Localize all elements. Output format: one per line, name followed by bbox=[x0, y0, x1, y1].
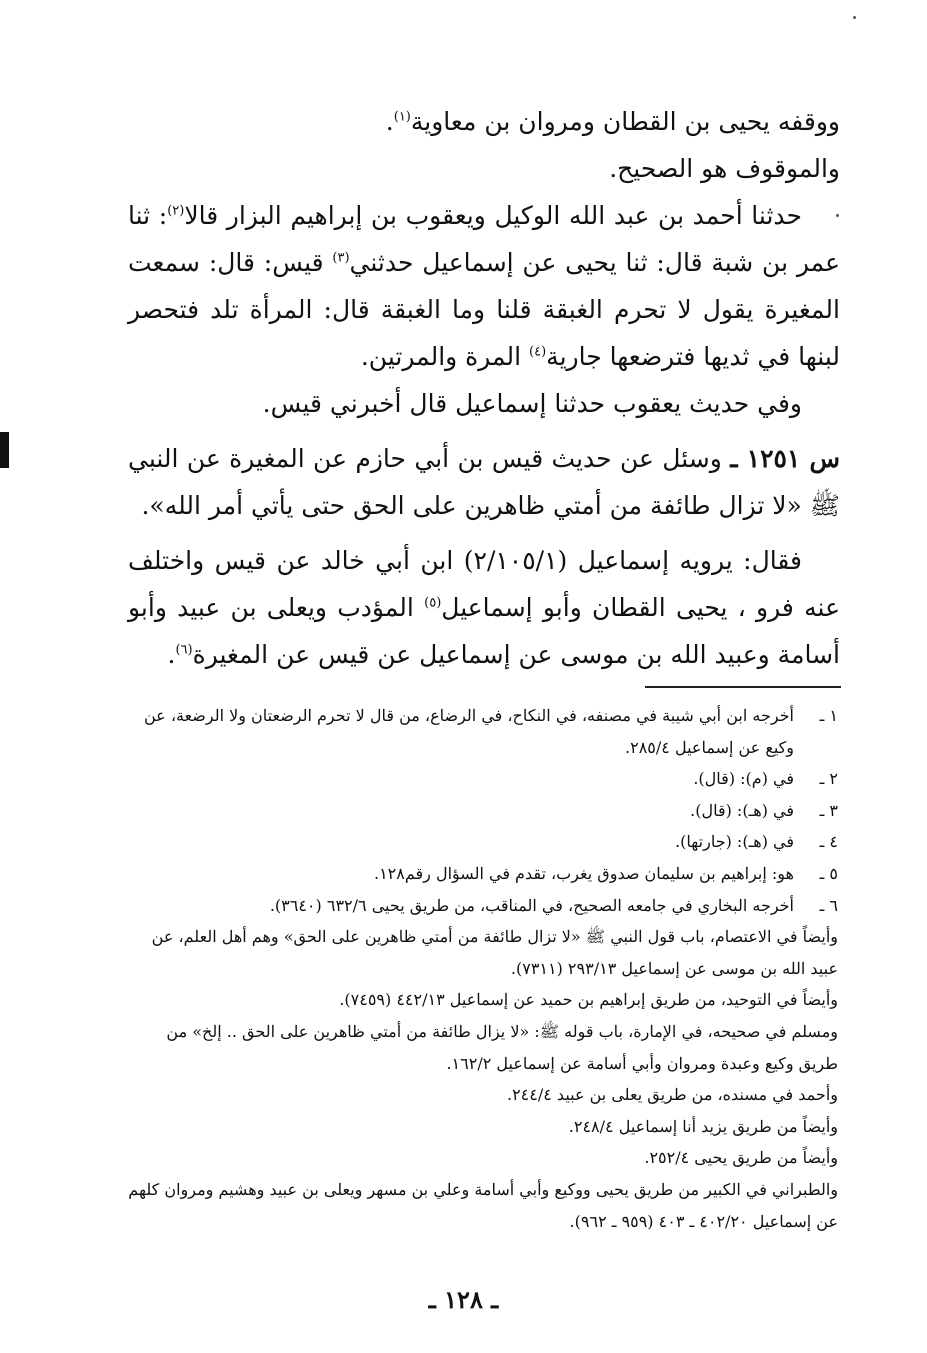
footnote-4 bbox=[128, 826, 838, 858]
p3-text-a: حدثنا أحمد بن عبد الله الوكيل ويعقوب بن إبراهيم البزار قالا bbox=[184, 201, 802, 230]
scan-speck bbox=[853, 16, 856, 19]
footnote-line: وأحمد في مسنده، من طريق يعلى بن عبيد ٢٤٤/٤. bbox=[506, 1085, 838, 1105]
footnote-ref-5: (٥) bbox=[424, 595, 442, 611]
page-edge-mark bbox=[0, 432, 9, 468]
footnote-number: ٤ ـ bbox=[819, 832, 838, 852]
p3-text-c: قيس: قال: سمعت المغيرة يقول لا تحرم الغبقة قلنا وما الغبقة قال: المرأة تلد فتحصر لبنها في ثديها فترضعها جارية bbox=[128, 248, 840, 371]
question-text: وسئل عن حديث قيس بن أبي حازم عن المغيرة عن النبي ﷺ «لا تزال طائفة من أمتي ظاهرين على الحق حتى يأتي أمر الله». bbox=[128, 444, 840, 520]
p4-text: وفي حديث يعقوب حدثنا إسماعيل قال أخبرني قيس. bbox=[262, 389, 802, 418]
answer-end: . bbox=[167, 640, 176, 669]
footnote-number: ٦ ـ bbox=[819, 895, 838, 915]
main-text bbox=[128, 98, 840, 678]
question-paragraph bbox=[128, 435, 840, 529]
p3-text-d: المرة والمرتين. bbox=[360, 342, 530, 371]
page-number: ـ ١٢٨ ـ bbox=[428, 1285, 499, 1314]
footnote-ref-2: (٢) bbox=[167, 203, 185, 219]
footnote-text: في (م): (قال). bbox=[693, 769, 794, 789]
paragraph-2 bbox=[128, 145, 840, 192]
footnote-ref-1: (١) bbox=[393, 109, 411, 125]
footnote-separator bbox=[645, 686, 841, 688]
paragraph-1 bbox=[128, 98, 840, 145]
footnote-ref-6: (٦) bbox=[175, 642, 193, 658]
question-number: س ١٢٥١ ـ bbox=[730, 444, 841, 473]
paragraph-3 bbox=[128, 192, 840, 380]
footnote-5 bbox=[128, 858, 838, 890]
footnote-text: أخرجه البخاري في جامعه الصحيح، في المناقب، من طريق يحيى ٦٣٢/٦ (٣٦٤٠). bbox=[269, 895, 794, 915]
p1-text: ووقفه يحيى بن القطان ومروان بن معاوية bbox=[410, 107, 840, 136]
answer-paragraph bbox=[128, 537, 840, 678]
footnote-number: ٥ ـ bbox=[819, 863, 838, 883]
paragraph-4 bbox=[128, 380, 840, 427]
footnote-text: في (هـ): (جارتها). bbox=[675, 832, 794, 852]
footnote-1 bbox=[128, 700, 838, 763]
footnote-text: هو: إبراهيم بن سليمان صدوق يغرب، تقدم في السؤال رقم١٢٨. bbox=[373, 863, 794, 883]
footnote-6 bbox=[128, 890, 838, 922]
footnote-number: ٣ ـ bbox=[819, 800, 838, 820]
footnote-number: ٢ ـ bbox=[819, 769, 838, 789]
p2-text: والموقوف هو الصحيح. bbox=[609, 154, 840, 183]
answer-text-b: المؤدب ويعلى بن عبيد وأبو أسامة وعبيد الله بن موسى عن إسماعيل عن قيس عن المغيرة bbox=[128, 593, 840, 669]
footnote-line: وأيضاً من طريق يحيى ٢٥٢/٤. bbox=[644, 1148, 838, 1168]
footnote-line: وأيضاً في التوحيد، من طريق إبراهيم بن حميد عن إسماعيل ٤٤٢/١٣ (٧٤٥٩). bbox=[339, 990, 838, 1010]
footnote-line: ومسلم في صحيحه، في الإمارة، باب قوله ﷺ: «لا يزال طائفة من أمتي ظاهرين على الحق .. إلخ» من طريق وكيع وعبدة ومروان وأبي أسامة عن إسماعيل ١٦٢/٢. bbox=[166, 1021, 838, 1073]
footnote-number: ١ ـ bbox=[819, 706, 838, 725]
footnote-6-continuation bbox=[128, 921, 838, 1237]
footnote-line: والطبراني في الكبير من طريق يحيى ووكيع وأبي أسامة وعلي بن مسهر ويعلى بن عبيد وهشيم ومروان كلهم عن إسماعيل ٤٠٢/٢٠ ـ ٤٠٣ (٩٥٩ ـ ٩٦٢). bbox=[128, 1179, 838, 1231]
footnote-line: وأيضاً من طريق يزيد أنا إسماعيل ٢٤٨/٤. bbox=[568, 1116, 838, 1136]
footnote-text: في (هـ): (قال). bbox=[690, 800, 794, 820]
answer-text-a: فقال: يرويه إسماعيل (٢/١٠٥/١) ابن أبي خالد عن قيس واختلف عنه فرو ، يحيى القطان وأبو إسماعيل bbox=[128, 546, 841, 622]
footnotes bbox=[128, 700, 838, 1237]
footnote-ref-4: (٤) bbox=[529, 344, 547, 360]
footnote-line: وأيضاً في الاعتصام، باب قول النبي ﷺ «لا تزال طائفة من أمتي ظاهرين على الحق» وهم أهل العلم، عن عبيد الله بن موسى عن إسماعيل ٢٩٣/١٣ (٧٣١١). bbox=[151, 927, 838, 978]
p1-end: . bbox=[385, 107, 394, 136]
footnote-3 bbox=[128, 795, 838, 827]
footnote-text: أخرجه ابن أبي شيبة في مصنفه، في النكاح، في الرضاع، من قال لا تحرم الرضعتان ولا الرضعة، عن وكيع عن إسماعيل ٢٨٥/٤. bbox=[144, 706, 794, 757]
footnote-2 bbox=[128, 763, 838, 795]
p3-text-b: : ثنا عمر بن شبة قال: ثنا يحيى عن إسماعيل حدثني bbox=[128, 201, 841, 277]
footnote-ref-3: (٣) bbox=[332, 250, 350, 266]
